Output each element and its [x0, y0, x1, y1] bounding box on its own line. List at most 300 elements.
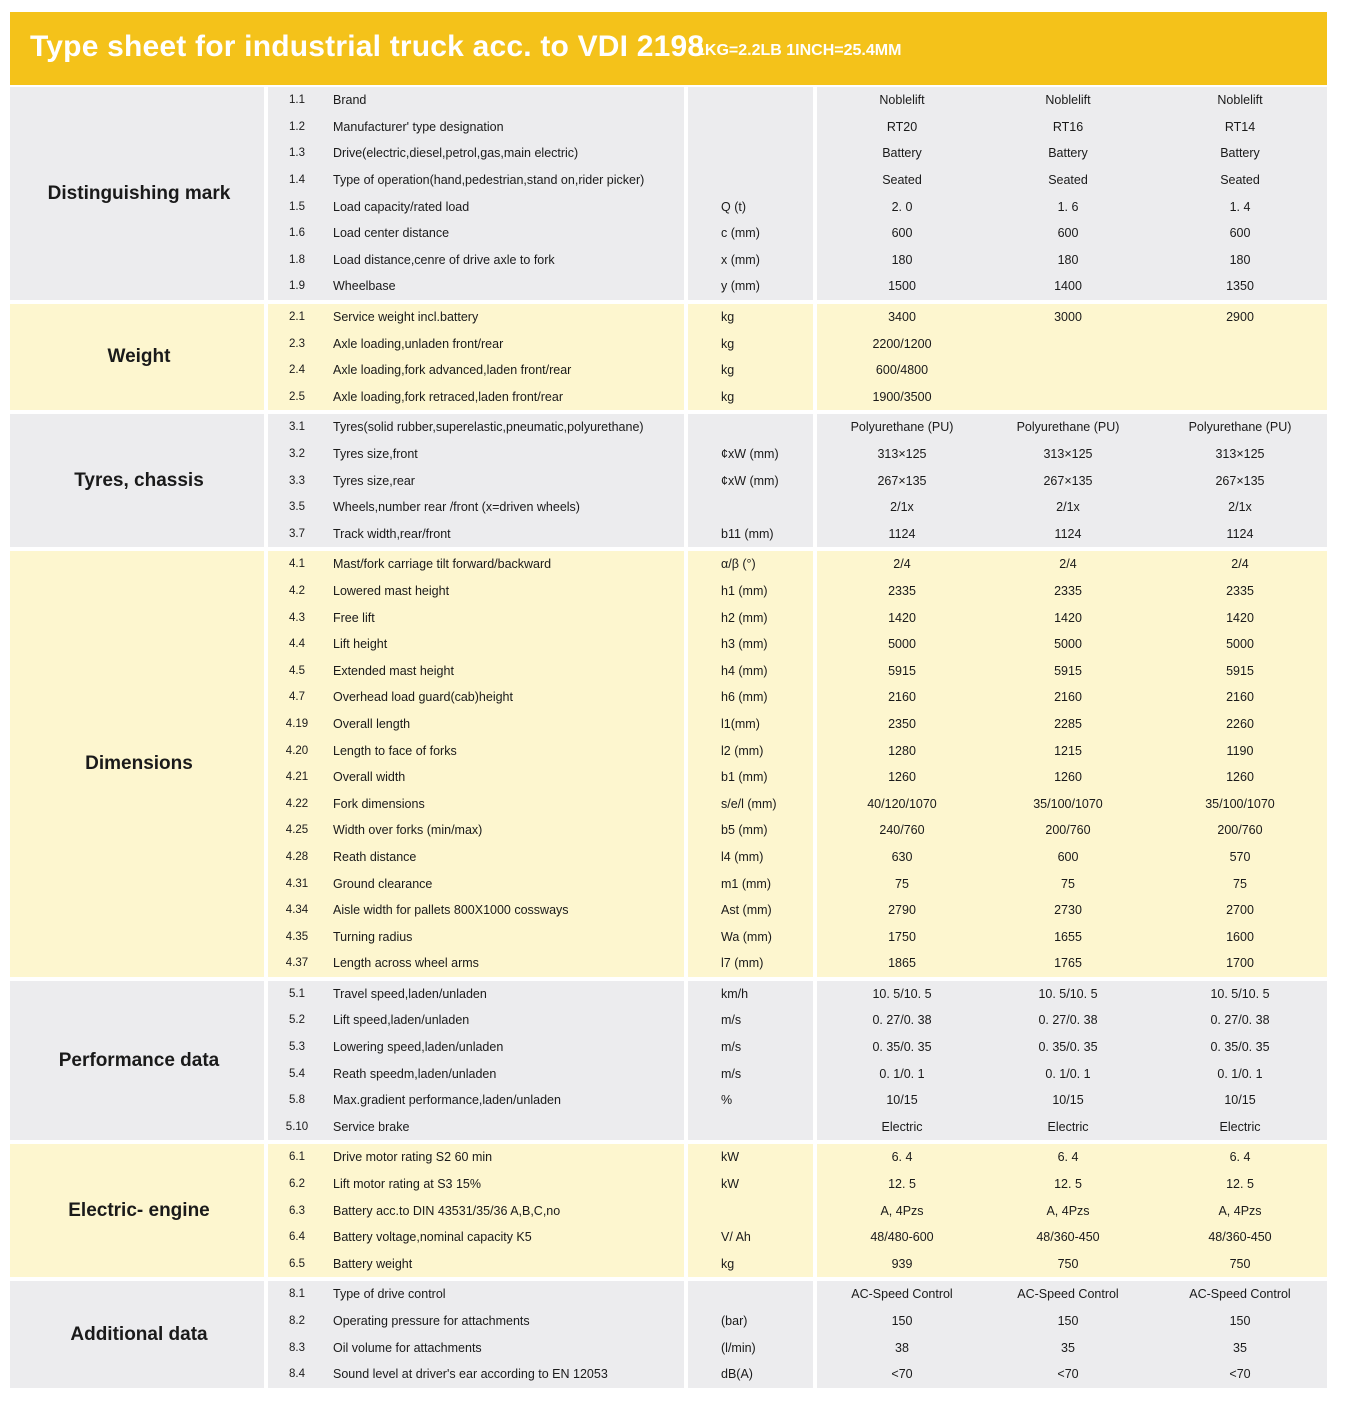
- row-description: Extended mast height: [333, 663, 454, 678]
- row-description: Type of operation(hand,pedestrian,stand on,rider picker): [333, 173, 645, 188]
- row-number: 2.5: [289, 390, 305, 403]
- value-rt14: RT14: [1224, 119, 1256, 134]
- row-unit: Ast (mm): [721, 903, 772, 918]
- value-rt14: 12. 5: [1226, 1177, 1254, 1192]
- row-number: 8.2: [289, 1315, 305, 1328]
- value-rt16: 2/4: [1059, 557, 1077, 572]
- value-rt20: 1280: [888, 743, 916, 758]
- value-rt16: Seated: [1048, 173, 1088, 188]
- row-number: 4.20: [285, 744, 309, 757]
- row-description: Operating pressure for attachments: [333, 1314, 530, 1329]
- section-weight: [10, 304, 1327, 410]
- row-description: Aisle width for pallets 800X1000 cossways: [333, 903, 569, 918]
- section-title: Electric- engine: [68, 1200, 210, 1222]
- table-row: [10, 657, 1327, 684]
- table-row: [10, 1087, 1327, 1114]
- value-rt20: 0. 1/0. 1: [879, 1066, 925, 1081]
- value-rt16: 150: [1057, 1314, 1079, 1329]
- value-rt14: 0. 27/0. 38: [1210, 1013, 1270, 1028]
- value-rt14: 1420: [1226, 610, 1254, 625]
- value-rt14: 0. 1/0. 1: [1217, 1066, 1263, 1081]
- row-number: 6.2: [289, 1178, 305, 1191]
- row-description: Track width,rear/front: [333, 526, 451, 541]
- value-rt16: 1. 6: [1057, 199, 1079, 214]
- section-title: Weight: [107, 346, 171, 368]
- value-rt16: 600: [1057, 226, 1079, 241]
- table-row: [10, 220, 1327, 247]
- page-title: Type sheet for industrial truck acc. to VDI 2198: [30, 30, 705, 63]
- value-rt16: 35: [1061, 1340, 1075, 1355]
- table-row: [10, 1308, 1327, 1335]
- section-dimensions: [10, 551, 1327, 977]
- row-description: Mast/fork carriage tilt forward/backward: [333, 557, 552, 572]
- row-description: Overhead load guard(cab)height: [333, 690, 513, 705]
- value-rt16: Electric: [1047, 1119, 1089, 1134]
- value-rt16: 2/1x: [1056, 500, 1080, 515]
- row-number: 3.2: [289, 448, 305, 461]
- value-rt16: RT16: [1052, 119, 1084, 134]
- row-description: Length to face of forks: [333, 743, 457, 758]
- value-rt14: 600: [1229, 226, 1251, 241]
- value-rt20: 38: [895, 1340, 909, 1355]
- row-unit: kg: [721, 389, 735, 404]
- value-rt14: 267×135: [1215, 473, 1265, 488]
- value-rt14: 10. 5/10. 5: [1210, 986, 1270, 1001]
- table-row: [10, 844, 1327, 871]
- value-rt16: A, 4Pzs: [1046, 1203, 1090, 1218]
- value-rt14: 2/4: [1231, 557, 1249, 572]
- value-rt14: 5000: [1226, 637, 1254, 652]
- row-unit: (bar): [721, 1314, 748, 1329]
- value-rt14: A, 4Pzs: [1218, 1203, 1262, 1218]
- table-row: [10, 1171, 1327, 1198]
- value-rt14: 75: [1233, 876, 1247, 891]
- row-unit: (l/min): [721, 1340, 756, 1355]
- row-number: 6.4: [289, 1231, 305, 1244]
- value-rt20: 40/120/1070: [867, 796, 937, 811]
- row-number: 5.1: [289, 987, 305, 1000]
- value-rt16: 2335: [1054, 583, 1082, 598]
- value-rt16: 1765: [1054, 956, 1082, 971]
- table-row: [10, 790, 1327, 817]
- row-description: Turning radius: [333, 929, 413, 944]
- value-rt20: 10. 5/10. 5: [872, 986, 932, 1001]
- table-row: [10, 167, 1327, 194]
- row-description: Overall width: [333, 770, 406, 785]
- row-description: Length across wheel arms: [333, 956, 479, 971]
- value-rt20: 600/4800: [875, 363, 929, 378]
- value-rt14: 570: [1229, 849, 1251, 864]
- row-number: 4.7: [289, 691, 305, 704]
- row-number: 4.25: [285, 824, 309, 837]
- value-rt20: Polyurethane (PU): [850, 420, 954, 435]
- table-row: [10, 604, 1327, 631]
- table-row: [10, 631, 1327, 658]
- row-unit: km/h: [721, 986, 749, 1001]
- table-row: [10, 1251, 1327, 1278]
- row-number: 1.3: [289, 147, 305, 160]
- row-unit: α/β (°): [721, 557, 756, 572]
- value-rt16: 2285: [1054, 716, 1082, 731]
- row-description: Lift motor rating at S3 15%: [333, 1177, 481, 1192]
- table-row: [10, 1144, 1327, 1171]
- row-unit: l7 (mm): [721, 956, 764, 971]
- value-rt16: 600: [1057, 849, 1079, 864]
- value-rt14: 313×125: [1215, 447, 1265, 462]
- table-row: [10, 923, 1327, 950]
- section-tyres-chassis: [10, 414, 1327, 547]
- table-row: [10, 1224, 1327, 1251]
- row-number: 1.6: [289, 227, 305, 240]
- row-number: 8.3: [289, 1341, 305, 1354]
- section-title: Dimensions: [85, 753, 193, 775]
- row-number: 2.4: [289, 364, 305, 377]
- value-rt20: 2790: [888, 903, 916, 918]
- row-unit: kW: [721, 1150, 740, 1165]
- row-number: 4.1: [289, 558, 305, 571]
- value-rt16: 1260: [1054, 770, 1082, 785]
- value-rt16: 1215: [1054, 743, 1082, 758]
- value-rt14: 1190: [1226, 743, 1254, 758]
- row-description: Drive motor rating S2 60 min: [333, 1150, 493, 1165]
- value-rt16: 5915: [1054, 663, 1082, 678]
- value-rt20: 2335: [888, 583, 916, 598]
- value-rt20: 2. 0: [891, 199, 913, 214]
- row-description: Max.gradient performance,laden/unladen: [333, 1093, 561, 1108]
- row-number: 4.37: [285, 957, 309, 970]
- row-description: Service brake: [333, 1119, 410, 1134]
- value-rt20: 2350: [888, 716, 916, 731]
- row-description: Free lift: [333, 610, 375, 625]
- table-row: [10, 578, 1327, 605]
- row-unit: m/s: [721, 1066, 742, 1081]
- row-description: Battery weight: [333, 1256, 413, 1271]
- table-row: [10, 737, 1327, 764]
- value-rt16: 6. 4: [1057, 1150, 1079, 1165]
- value-rt16: 3000: [1054, 310, 1082, 325]
- table-row: [10, 414, 1327, 441]
- value-rt14: 6. 4: [1229, 1150, 1251, 1165]
- table-row: [10, 1281, 1327, 1308]
- value-rt16: 10. 5/10. 5: [1038, 986, 1098, 1001]
- table-row: [10, 551, 1327, 578]
- row-description: Overall length: [333, 716, 411, 731]
- value-rt16: 200/760: [1045, 823, 1091, 838]
- row-unit: m/s: [721, 1013, 742, 1028]
- value-rt16: 12. 5: [1054, 1177, 1082, 1192]
- value-rt16: 0. 27/0. 38: [1038, 1013, 1098, 1028]
- value-rt20: 1750: [888, 929, 916, 944]
- row-unit: dB(A): [721, 1367, 753, 1382]
- table-row: [10, 441, 1327, 468]
- table-row: [10, 521, 1327, 548]
- row-description: Drive(electric,diesel,petrol,gas,main electric): [333, 146, 579, 161]
- row-number: 4.4: [289, 638, 305, 651]
- value-rt20: 630: [891, 849, 913, 864]
- value-rt16: <70: [1057, 1367, 1079, 1382]
- value-rt14: 5915: [1226, 663, 1254, 678]
- value-rt20: A, 4Pzs: [880, 1203, 924, 1218]
- row-description: Lowered mast height: [333, 583, 450, 598]
- row-description: Oil volume for attachments: [333, 1340, 482, 1355]
- value-rt16: Noblelift: [1045, 93, 1091, 108]
- row-unit: h6 (mm): [721, 690, 768, 705]
- row-description: Ground clearance: [333, 876, 433, 891]
- row-unit: m1 (mm): [721, 876, 771, 891]
- row-number: 6.5: [289, 1257, 305, 1270]
- value-rt14: Seated: [1220, 173, 1260, 188]
- row-unit: ¢xW (mm): [721, 447, 779, 462]
- value-rt16: 1400: [1054, 279, 1082, 294]
- row-number: 5.3: [289, 1041, 305, 1054]
- value-rt14: 200/760: [1217, 823, 1263, 838]
- row-description: Wheels,number rear /front (x=driven wheels): [333, 500, 580, 515]
- row-description: Service weight incl.battery: [333, 310, 479, 325]
- row-number: 5.2: [289, 1014, 305, 1027]
- row-number: 4.19: [285, 717, 309, 730]
- section-title: Performance data: [58, 1049, 220, 1071]
- row-description: Axle loading,unladen front/rear: [333, 336, 504, 351]
- value-rt14: 0. 35/0. 35: [1210, 1040, 1270, 1055]
- row-number: 1.9: [289, 280, 305, 293]
- table-row: [10, 193, 1327, 220]
- value-rt16: 1124: [1054, 526, 1082, 541]
- row-number: 4.28: [285, 850, 309, 863]
- row-unit: Wa (mm): [721, 929, 772, 944]
- row-unit: l1(mm): [721, 716, 760, 731]
- value-rt14: 180: [1229, 252, 1251, 267]
- spec-table: [10, 87, 1327, 1388]
- row-description: Battery voltage,nominal capacity K5: [333, 1230, 532, 1245]
- value-rt16: Battery: [1048, 146, 1088, 161]
- row-number: 4.21: [285, 771, 309, 784]
- row-unit: b11 (mm): [721, 526, 774, 541]
- row-number: 6.3: [289, 1204, 305, 1217]
- row-description: Fork dimensions: [333, 796, 425, 811]
- row-number: 5.4: [289, 1067, 305, 1080]
- row-description: Reath speedm,laden/unladen: [333, 1066, 497, 1081]
- row-description: Tyres size,front: [333, 447, 418, 462]
- value-rt20: 0. 35/0. 35: [872, 1040, 932, 1055]
- value-rt16: 267×135: [1043, 473, 1093, 488]
- value-rt16: 313×125: [1043, 447, 1093, 462]
- row-description: Lift height: [333, 637, 388, 652]
- section-electric-engine: [10, 1144, 1327, 1277]
- value-rt14: 1700: [1226, 956, 1254, 971]
- value-rt20: Electric: [881, 1119, 923, 1134]
- value-rt20: 313×125: [877, 447, 927, 462]
- value-rt20: 1865: [888, 956, 916, 971]
- row-number: 1.8: [289, 253, 305, 266]
- row-description: Width over forks (min/max): [333, 823, 483, 838]
- value-rt20: 1124: [888, 526, 916, 541]
- row-number: 4.3: [289, 611, 305, 624]
- value-rt14: 1260: [1226, 770, 1254, 785]
- row-number: 5.8: [289, 1094, 305, 1107]
- section-title: Distinguishing mark: [47, 182, 231, 204]
- value-rt14: AC-Speed Control: [1189, 1287, 1291, 1302]
- value-rt20: 75: [895, 876, 909, 891]
- section-title: Additional data: [70, 1323, 208, 1345]
- table-row: [10, 1060, 1327, 1087]
- row-number: 1.5: [289, 200, 305, 213]
- value-rt20: <70: [891, 1367, 913, 1382]
- table-row: [10, 684, 1327, 711]
- row-unit: h4 (mm): [721, 663, 768, 678]
- value-rt20: AC-Speed Control: [851, 1287, 953, 1302]
- row-unit: V/ Ah: [721, 1230, 751, 1245]
- row-number: 4.2: [289, 584, 305, 597]
- row-description: Tyres size,rear: [333, 473, 415, 488]
- row-unit: kg: [721, 363, 735, 378]
- value-rt14: Electric: [1219, 1119, 1261, 1134]
- value-rt20: 600: [891, 226, 913, 241]
- row-number: 4.35: [285, 930, 309, 943]
- value-rt16: 5000: [1054, 637, 1082, 652]
- value-rt20: 1260: [888, 770, 916, 785]
- row-number: 3.5: [289, 501, 305, 514]
- row-unit: Q (t): [721, 199, 746, 214]
- value-rt20: 48/480-600: [870, 1230, 934, 1245]
- value-rt14: 2335: [1226, 583, 1254, 598]
- row-unit: b5 (mm): [721, 823, 768, 838]
- row-description: Travel speed,laden/unladen: [333, 986, 487, 1001]
- row-unit: y (mm): [721, 279, 760, 294]
- table-row: [10, 1034, 1327, 1061]
- value-rt14: 35/100/1070: [1205, 796, 1275, 811]
- value-rt14: 1350: [1226, 279, 1254, 294]
- value-rt20: 2160: [888, 690, 916, 705]
- row-number: 4.22: [285, 797, 309, 810]
- table-row: [10, 140, 1327, 167]
- row-description: Tyres(solid rubber,superelastic,pneumatic,polyurethane): [333, 420, 644, 435]
- unit-conversion-note: 1KG=2.2LB 1INCH=25.4MM: [696, 42, 902, 59]
- value-rt20: 0. 27/0. 38: [872, 1013, 932, 1028]
- value-rt14: 2260: [1226, 716, 1254, 731]
- table-row: [10, 1197, 1327, 1224]
- value-rt14: 35: [1233, 1340, 1247, 1355]
- value-rt14: <70: [1229, 1367, 1251, 1382]
- value-rt16: 75: [1061, 876, 1075, 891]
- row-description: Load center distance: [333, 226, 450, 241]
- value-rt20: 10/15: [886, 1093, 918, 1108]
- row-number: 1.4: [289, 174, 305, 187]
- value-rt16: 180: [1057, 252, 1079, 267]
- value-rt16: AC-Speed Control: [1017, 1287, 1119, 1302]
- table-row: [10, 870, 1327, 897]
- value-rt20: RT20: [886, 119, 918, 134]
- row-description: Axle loading,fork advanced,laden front/rear: [333, 363, 572, 378]
- row-number: 4.31: [285, 877, 309, 890]
- section-performance-data: [10, 981, 1327, 1141]
- table-row: [10, 467, 1327, 494]
- row-description: Sound level at driver's ear according to EN 12053: [333, 1367, 608, 1382]
- table-row: [10, 897, 1327, 924]
- value-rt20: 1420: [888, 610, 916, 625]
- value-rt20: 150: [891, 1314, 913, 1329]
- value-rt20: 939: [891, 1256, 913, 1271]
- section-title: Tyres, chassis: [74, 470, 204, 492]
- title-banner: [10, 12, 1327, 85]
- value-rt16: 750: [1057, 1256, 1079, 1271]
- value-rt20: 1500: [888, 279, 916, 294]
- value-rt20: 2200/1200: [872, 336, 932, 351]
- row-unit: %: [721, 1093, 733, 1108]
- row-number: 2.1: [289, 311, 305, 324]
- value-rt14: 1. 4: [1229, 199, 1251, 214]
- value-rt14: 10/15: [1224, 1093, 1256, 1108]
- value-rt20: 12. 5: [888, 1177, 916, 1192]
- row-unit: b1 (mm): [721, 770, 768, 785]
- row-description: Load distance,cenre of drive axle to fork: [333, 252, 555, 267]
- value-rt20: 5915: [888, 663, 916, 678]
- table-row: [10, 494, 1327, 521]
- value-rt20: 240/760: [879, 823, 925, 838]
- row-number: 5.10: [285, 1120, 309, 1133]
- row-unit: l2 (mm): [721, 743, 764, 758]
- table-row: [10, 247, 1327, 274]
- row-number: 1.1: [289, 94, 305, 107]
- row-unit: m/s: [721, 1040, 742, 1055]
- table-row: [10, 950, 1327, 977]
- table-row: [10, 981, 1327, 1008]
- value-rt20: 1900/3500: [872, 389, 932, 404]
- value-rt14: 48/360-450: [1208, 1230, 1272, 1245]
- value-rt20: 2/1x: [890, 500, 914, 515]
- table-row: [10, 273, 1327, 300]
- row-description: Lift speed,laden/unladen: [333, 1013, 470, 1028]
- table-row: [10, 304, 1327, 331]
- value-rt14: 2/1x: [1228, 500, 1252, 515]
- table-row: [10, 817, 1327, 844]
- row-number: 8.4: [289, 1368, 305, 1381]
- row-description: Battery acc.to DIN 43531/35/36 A,B,C,no: [333, 1203, 561, 1218]
- value-rt20: Seated: [882, 173, 922, 188]
- table-row: [10, 1361, 1327, 1388]
- row-number: 4.5: [289, 664, 305, 677]
- value-rt16: 35/100/1070: [1033, 796, 1103, 811]
- table-row: [10, 114, 1327, 141]
- table-row: [10, 711, 1327, 738]
- row-description: Lowering speed,laden/unladen: [333, 1040, 504, 1055]
- section-additional-data: [10, 1281, 1327, 1387]
- table-row: [10, 357, 1327, 384]
- value-rt16: 2730: [1054, 903, 1082, 918]
- value-rt14: 2700: [1226, 903, 1254, 918]
- section-distinguishing-mark: [10, 87, 1327, 300]
- value-rt14: Battery: [1220, 146, 1260, 161]
- value-rt16: 1420: [1054, 610, 1082, 625]
- value-rt20: Noblelift: [879, 93, 925, 108]
- row-description: Load capacity/rated load: [333, 199, 470, 214]
- row-unit: ¢xW (mm): [721, 473, 779, 488]
- value-rt16: 10/15: [1052, 1093, 1084, 1108]
- table-row: [10, 1114, 1327, 1141]
- row-description: Brand: [333, 93, 367, 108]
- row-unit: kW: [721, 1177, 740, 1192]
- row-number: 3.7: [289, 527, 305, 540]
- value-rt14: Noblelift: [1217, 93, 1263, 108]
- value-rt14: 1124: [1226, 526, 1254, 541]
- row-unit: s/e/l (mm): [721, 796, 777, 811]
- row-unit: l4 (mm): [721, 849, 764, 864]
- table-row: [10, 87, 1327, 114]
- row-unit: x (mm): [721, 252, 760, 267]
- value-rt16: 48/360-450: [1036, 1230, 1100, 1245]
- value-rt14: 750: [1229, 1256, 1251, 1271]
- row-unit: h1 (mm): [721, 583, 768, 598]
- row-unit: h3 (mm): [721, 637, 768, 652]
